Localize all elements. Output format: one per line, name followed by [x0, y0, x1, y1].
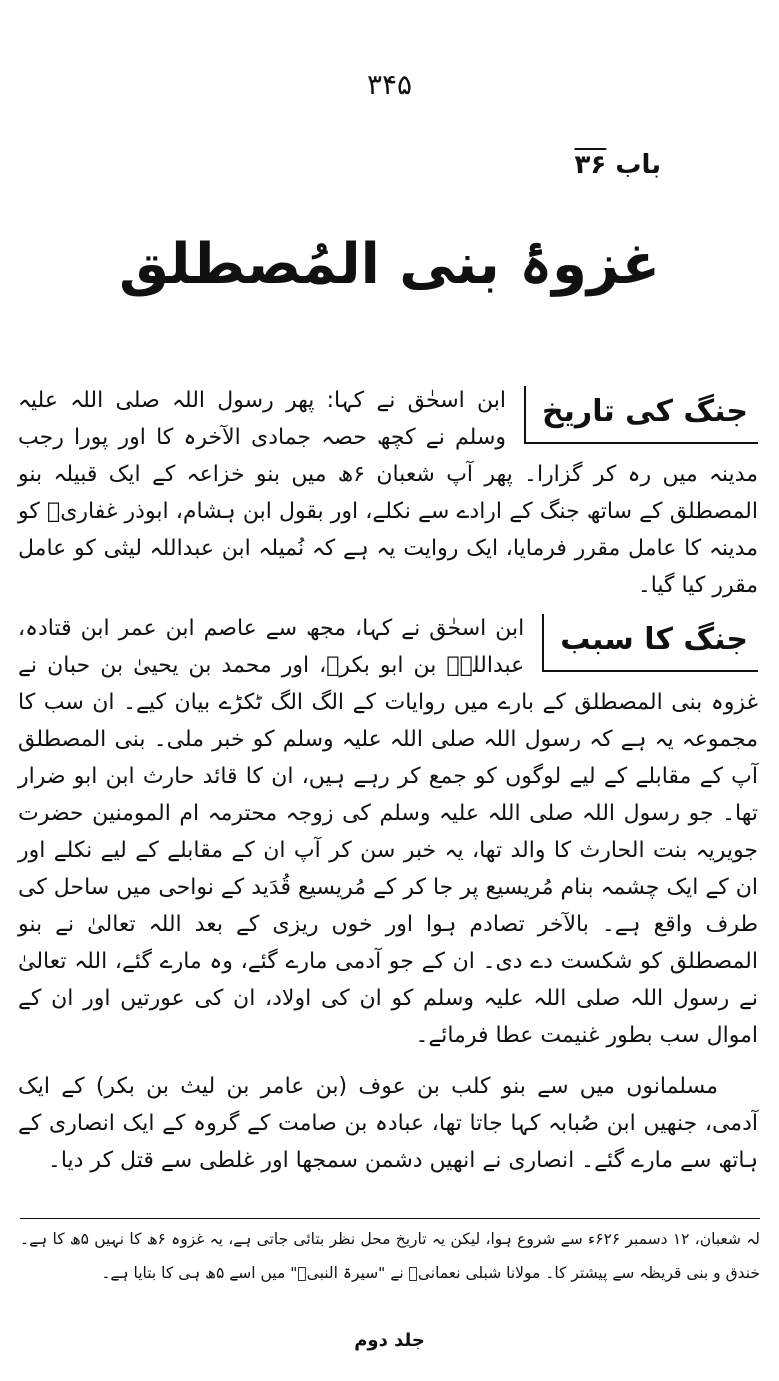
section-heading-date: جنگ کی تاریخ — [524, 386, 758, 444]
volume-footer: جلد دوم — [354, 1330, 425, 1351]
chapter-number: ۳۶ — [574, 150, 607, 180]
section-text-cause: ابن اسحٰق نے کہا، مجھ سے عاصم ابن عمر ابن قتادہ، عبداللہؓ بن ابو بکرؓ، اور محمد بن یحییٰ بن حبان نے غزوہ بنی المصطلق کے بارے میں روایات کے الگ الگ ٹکڑے بیان کیے۔ ان سب کا مجموعہ یہ ہے کہ رسول اللہ صلی اللہ علیہ وسلم کو خبر ملی۔ بنی المصطلق آپ کے مقابلے کے لیے لوگوں کو جمع کر رہے ہیں، ان کا قائد حارث ابن ابو ضرار تھا۔ جو رسول اللہ صلی اللہ علیہ وسلم کی زوجہ محترمہ ام المومنین حضرت جویریہ بنت الحارث کا والد تھا، یہ خبر سن کر آپ ان کے مقابلے کے لیے نکلے اور ان کے ایک چشمہ بنام مُریسیع پر جا کر کے مُریسیع قُدَید کے نواحی میں ساحل کی طرف واقع ہے۔ بالآخر تصادم ہوا اور خوں ریزی کے بعد اللہ تعالیٰ نے بنو المصطلق کو شکست دے دی۔ ان کے جو آدمی مارے گئے، وہ مارے گئے، اللہ تعالیٰ نے رسول اللہ صلی اللہ علیہ وسلم کو ان کی اولاد، ان کی عورتیں اور ان کے اموال سب بطور غنیمت عطا فرمائے۔ — [18, 616, 758, 1048]
section-heading-cause: جنگ کا سبب — [542, 614, 758, 672]
page-number: ۳۴۵ — [366, 68, 413, 101]
section-date — [18, 382, 758, 604]
page-title: غزوۂ بنی المُصطلق — [118, 232, 661, 297]
chapter-label — [575, 150, 661, 180]
section-cause — [18, 610, 758, 1054]
chapter-word: باب — [615, 150, 661, 180]
paragraph-casualty: مسلمانوں میں سے بنو کلب بن عوف (بن عامر بن لیث بن بکر) کے ایک آدمی، جنھیں ابن صُبابہ کہا جاتا تھا، عبادہ بن صامت کے گروہ کے ایک انصاری کے ہاتھ سے مارے گئے۔ انصاری نے انھیں دشمن سمجھا اور غلطی سے قتل کر دیا۔ — [18, 1074, 758, 1173]
footnote-divider — [20, 1218, 760, 1219]
footnote: لہ شعبان، ۱۲ دسمبر ۶۲۶ء سے شروع ہوا، لیکن یہ تاریخ محل نظر بتائی جاتی ہے، یہ غزوہ ۶ھ کا نہیں ۵ھ کا ہے۔ خندق و بنی قریظہ سے پیشتر کا۔ مولانا شبلی نعمانیؒ نے "سیرۃ النبیؐ" میں اسے ۵ھ ہی کا بتایا ہے۔ — [20, 1230, 761, 1282]
section-text-date: ابن اسحٰق نے کہا: پھر رسول اللہ صلی اللہ علیہ وسلم نے کچھ حصہ جمادی الآخرہ کا اور پورا رجب مدینہ میں رہ کر گزارا۔ پھر آپ شعبان ۶ھ میں بنو خزاعہ کے ایک قبیلہ بنو المصطلق کے ساتھ جنگ کے ارادے سے نکلے، اور بقول ابن ہشام، ابوذر غفاریؓ کو مدینہ کا عامل مقرر فرمایا، ایک روایت یہ ہے کہ نُمیلہ ابن عبداللہ لیثی کو عامل مقرر کیا گیا۔ — [18, 388, 758, 598]
